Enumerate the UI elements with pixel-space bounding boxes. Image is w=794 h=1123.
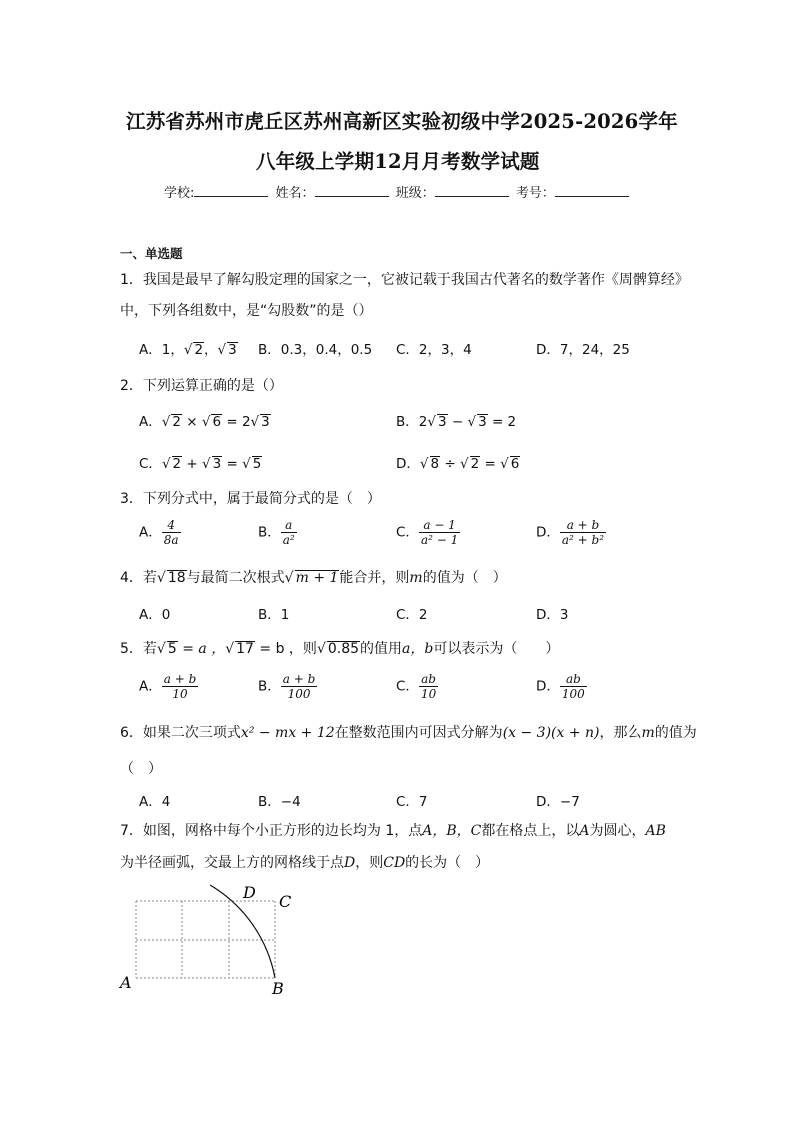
q5-a-label: A．: [139, 678, 162, 695]
q5-a-fraction: [162, 672, 199, 701]
q1-text-line2: 中，下列各组数中，是“勾股数”的是（）: [120, 303, 373, 319]
q2-option-c[interactable]: C．√ 2 + √ 3 = √ 5: [139, 456, 262, 472]
q2-d-r2: 2: [470, 456, 480, 472]
q2-b-r1: 3: [437, 414, 447, 430]
q4-end: 的值为（ ）: [422, 570, 507, 586]
q3-c-den: a² − 1: [420, 533, 459, 547]
page-title-line1: 江苏省苏州市虎丘区苏州高新区实验初级中学2025-2026学年: [126, 110, 678, 133]
q3-b-den: a²: [282, 533, 295, 547]
q6-pre: 6．如果二次三项式: [120, 725, 241, 741]
q3-d-den: a² + b²: [561, 533, 605, 547]
q7-line2-end: 的长为（ ）: [405, 855, 490, 871]
q6-var: m: [641, 725, 655, 741]
q3-text: 3．下列分式中，属于最简分式的是（ ）: [120, 491, 381, 507]
class-label: 班级：: [395, 186, 435, 201]
q6-end: 的值为: [654, 725, 697, 741]
q4-mid: 与最简二次根式: [186, 570, 285, 586]
q5-b-num: a + b: [282, 672, 316, 686]
q1-option-a[interactable]: A．1，√ 2，√ 3: [139, 342, 237, 358]
q5-eq1: = a ，: [182, 641, 226, 657]
q3-c-fraction: [419, 518, 460, 547]
q5-vars: a，b: [402, 641, 434, 657]
q4-r1: 18: [167, 570, 186, 586]
q5-eq2: = b ，则: [259, 641, 317, 657]
q4-pre: 4．若: [120, 570, 157, 586]
q1-a-radicand2: 3: [228, 342, 237, 358]
q3-c-num: a − 1: [419, 518, 460, 533]
q7-pts: A，B，C: [422, 823, 482, 839]
q5-option-d[interactable]: [536, 672, 587, 701]
q5-end: 可以表示为（ ）: [433, 641, 560, 657]
q6-option-b[interactable]: B．−4: [258, 794, 301, 810]
q6-text-line2: （ ）: [120, 761, 162, 777]
q7-label-a: A: [120, 973, 132, 992]
q5-d-num: ab: [560, 672, 587, 687]
q4-option-c[interactable]: C．2: [396, 607, 428, 623]
q6-factor: (x − 3)(x + n): [502, 725, 600, 741]
q1-option-c[interactable]: C．2，3，4: [396, 342, 472, 358]
q7-grid-figure: [115, 880, 305, 1000]
q2-a-r1: 2: [172, 414, 181, 430]
q7-label-b: B: [272, 979, 284, 998]
q4-post: 能合并，则: [339, 570, 410, 586]
student-info-row: [164, 182, 632, 201]
q2-a-r2: 6: [212, 414, 222, 430]
q6-text-line1: [120, 722, 697, 742]
q7-line2-mid: ，则: [355, 855, 384, 871]
q7-pt-d: D: [344, 855, 356, 871]
q3-a-label: A．: [139, 524, 162, 541]
q2-c-label: C．: [139, 456, 162, 472]
q2-d-r1: 8: [430, 456, 440, 472]
q2-c-r3: 5: [252, 456, 262, 472]
q2-option-d[interactable]: D．√ 8 ÷ √ 2 = √ 6: [396, 456, 520, 472]
q3-option-a[interactable]: [139, 518, 181, 547]
q7-mid2: 为圆心，: [589, 823, 646, 839]
q1-text-line1: 1．我国是最早了解勾股定理的国家之一，它被记载于我国古代著名的数学著作《周髀算经》: [120, 272, 689, 288]
q5-d-fraction: [560, 672, 587, 701]
q2-c-r2: 3: [212, 456, 222, 472]
q3-a-fraction: [162, 518, 181, 547]
q2-a-eq: = 2: [226, 414, 251, 430]
q5-c-num: ab: [419, 672, 438, 687]
q7-pre: 7．如图，网格中每个小正方形的边长均为 1，点: [120, 823, 423, 839]
q5-a-den: 10: [172, 687, 188, 701]
q5-b-label: B．: [258, 678, 281, 695]
q2-text: 2．下列运算正确的是（）: [120, 378, 283, 394]
q3-d-label: D．: [536, 524, 560, 541]
q3-c-label: C．: [396, 524, 419, 541]
q5-b-den: 100: [287, 687, 311, 701]
q5-b-fraction: [281, 672, 318, 701]
q6-option-a[interactable]: A．4: [139, 794, 171, 810]
q4-r2: m + 1: [295, 570, 339, 586]
name-label: 姓名：: [275, 186, 315, 201]
class-field[interactable]: [435, 184, 509, 197]
q3-option-b[interactable]: [258, 518, 297, 547]
q5-c-den: 10: [420, 687, 437, 701]
q2-d-label: D．: [396, 456, 420, 472]
q2-b-r2: 3: [478, 414, 487, 430]
q1-option-b[interactable]: B．0.3，0.4，0.5: [258, 342, 373, 358]
q3-option-d[interactable]: [536, 518, 606, 547]
q7-grid-lines: [136, 901, 275, 978]
q7-pt-a: A: [579, 823, 590, 839]
q4-text: 4．若√ 18与最简二次根式√ m + 1能合并，则m的值为（ ）: [120, 570, 507, 586]
q7-label-d: D: [243, 883, 256, 902]
q5-text: 5．若√ 5 = a ，√ 17 = b ，则√ 0.85的值用a，b可以表示为（ ）: [120, 641, 560, 657]
q5-r2: 17: [236, 641, 254, 657]
q3-a-den: 8a: [163, 533, 179, 547]
q4-var: m: [409, 570, 423, 586]
q2-a-r3: 3: [261, 414, 270, 430]
q3-b-fraction: [281, 518, 297, 547]
q1-a-label: A．1，: [139, 342, 184, 358]
q2-d-r3: 6: [510, 456, 520, 472]
q3-b-num: a: [281, 518, 297, 533]
q4-option-a[interactable]: A．0: [139, 607, 171, 623]
q5-c-fraction: [419, 672, 438, 701]
q2-c-r1: 2: [172, 456, 182, 472]
q5-post: 的值用: [360, 641, 403, 657]
q5-r3: 0.85: [327, 641, 360, 657]
q2-a-label: A．: [139, 414, 162, 430]
exam-number-field[interactable]: [555, 184, 629, 197]
q3-d-fraction: [560, 518, 606, 547]
q5-d-den: 100: [561, 687, 585, 701]
q3-b-label: B．: [258, 524, 281, 541]
q7-text-line2: [120, 852, 489, 872]
q6-option-c[interactable]: C．7: [396, 794, 428, 810]
q2-b-eq: = 2: [491, 414, 517, 430]
q2-b-label: B．2: [396, 414, 428, 430]
q5-option-c[interactable]: [396, 672, 438, 701]
q6-post: ，那么: [599, 725, 642, 741]
q2-option-a[interactable]: A．√ 2 × √ 6 = 2√ 3: [139, 414, 270, 430]
q4-option-d[interactable]: D．3: [536, 607, 569, 623]
q5-option-a[interactable]: [139, 672, 198, 701]
q5-option-b[interactable]: [258, 672, 317, 701]
q1-a-radicand1: 2: [194, 342, 204, 358]
school-field[interactable]: [194, 184, 268, 197]
section-heading: 一、单选题: [120, 246, 183, 261]
q5-pre: 5．若: [120, 641, 157, 657]
q7-ab: AB: [645, 823, 666, 839]
q7-mid: 都在格点上，以: [481, 823, 580, 839]
q3-option-c[interactable]: [396, 518, 460, 547]
q4-option-b[interactable]: B．1: [258, 607, 290, 623]
q6-option-d[interactable]: D．−7: [536, 794, 580, 810]
q5-a-num: a + b: [163, 672, 197, 686]
exam-number-label: 考号：: [515, 186, 555, 201]
q5-r1: 5: [167, 641, 177, 657]
q1-option-d[interactable]: D．7，24，25: [536, 342, 630, 358]
q6-mid: 在整数范围内可因式分解为: [334, 725, 503, 741]
q3-d-num: a + b: [560, 518, 606, 533]
q7-cd: CD: [383, 855, 406, 871]
q7-line2-pre: 为半径画弧，交最上方的网格线于点: [120, 855, 344, 871]
q3-a-num: 4: [162, 518, 181, 533]
page-title-line2: 八年级上学期12月月考数学试题: [256, 150, 540, 173]
school-label: 学校:: [164, 186, 195, 201]
q5-c-label: C．: [396, 678, 419, 695]
q6-expr: x² − mx + 12: [240, 725, 335, 741]
q7-text-line1: [120, 820, 666, 840]
name-field[interactable]: [315, 184, 389, 197]
q7-label-c: C: [279, 892, 292, 911]
q5-d-label: D．: [536, 678, 560, 695]
q2-option-b[interactable]: B．2√ 3 − √ 3 = 2: [396, 414, 517, 430]
